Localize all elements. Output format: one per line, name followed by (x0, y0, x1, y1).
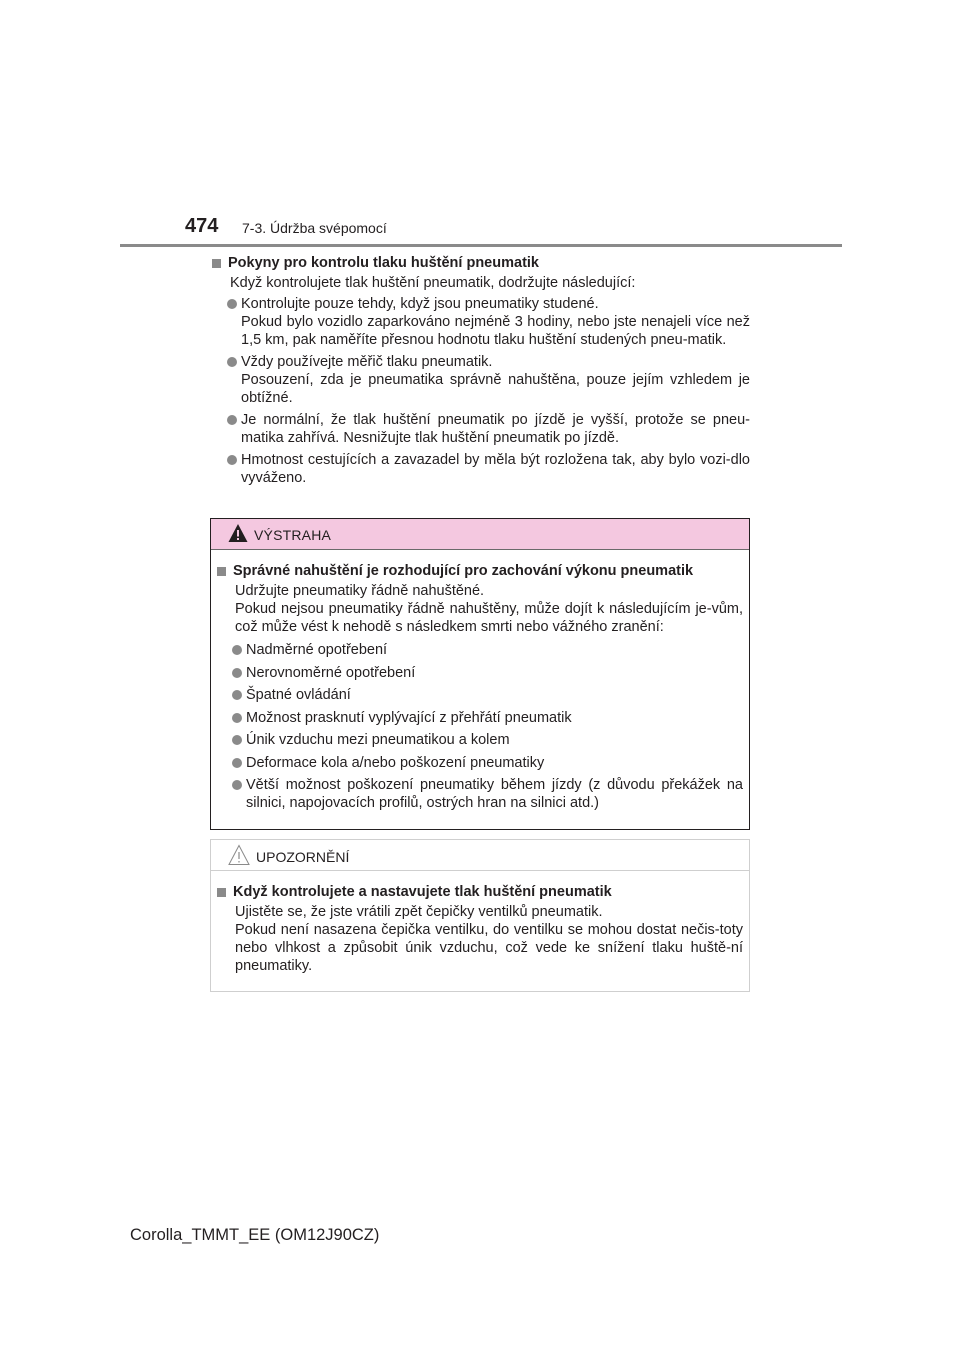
warning-header (211, 519, 749, 550)
bullet-text: Deformace kola a/nebo poškození pneumatiky (246, 754, 545, 771)
square-bullet-icon (217, 567, 226, 576)
caution-heading (217, 883, 743, 901)
warning-text-detail: Pokud nejsou pneumatiky řádně nahuštěny, může dojít k následujícím je-vům, což může vést k nehodě s následkem smrti nebo vážného zranění: (235, 601, 743, 635)
caution-triangle-icon (228, 844, 250, 866)
list-item (212, 295, 750, 349)
bullet-text-detail: Posouzení, zda je pneumatika správně nahuštěna, pouze jejím vzhledem je obtížné. (241, 372, 750, 406)
warning-text: Udržujte pneumatiky řádně nahuštěné. (235, 583, 485, 599)
list-item (212, 353, 750, 407)
list-item (217, 709, 743, 727)
bullet-text: Nerovnoměrné opotřebení (246, 664, 416, 681)
bullet-text-detail: Pokud bylo vozidlo zaparkováno nejméně 3 hodiny, nebo jste nenajeli více než 1,5 km, pak naměříte přesnou hodnotu tlaku huštění studených pneu-matik. (241, 314, 750, 348)
bullet-text: Nadměrné opotřebení (246, 642, 388, 658)
bullet-dot-icon (227, 455, 237, 465)
bullet-text: Je normální, že tlak huštění pneumatik po jízdě je vyšší, protože se pneu-matika zahřívá. Nesnižujte tlak huštění pneumatik po jízdě. (241, 412, 750, 446)
bullet-text: Vždy používejte měřič tlaku pneumatik. (241, 354, 493, 370)
bullet-dot-icon (232, 668, 242, 678)
page-number: 474 (185, 215, 219, 237)
warning-heading (217, 562, 743, 580)
list-item (212, 411, 750, 447)
caution-box (210, 839, 750, 992)
warning-triangle-icon (228, 523, 248, 543)
bullet-dot-icon (232, 780, 242, 790)
warning-label: VÝSTRAHA (254, 527, 332, 543)
section-heading (212, 254, 750, 272)
bullet-text: Hmotnost cestujících a zavazadel by měla být rozložena tak, aby bylo vozi-dlo vyváženo. (241, 452, 750, 486)
warning-box (210, 518, 750, 830)
section-bullet-list (212, 295, 750, 487)
bullet-text: Únik vzduchu mezi pneumatikou a kolem (246, 732, 510, 748)
warning-body (211, 550, 749, 812)
bullet-text: Špatné ovládání (246, 687, 351, 703)
bullet-dot-icon (232, 645, 242, 655)
bullet-text: Možnost prasknutí vyplývající z přehřátí pneumatik (246, 709, 572, 726)
list-item (217, 641, 743, 659)
bullet-dot-icon (227, 357, 237, 367)
chapter-title: 7-3. Údržba svépomocí (242, 220, 387, 236)
section-heading-text: Pokyny pro kontrolu tlaku huštění pneumatik (228, 255, 539, 271)
list-item (217, 664, 743, 682)
bullet-dot-icon (232, 758, 242, 768)
caution-text: Ujistěte se, že jste vrátili zpět čepičky ventilků pneumatik. (235, 904, 603, 920)
section-intro: Když kontrolujete tlak huštění pneumatik, dodržujte následující: (230, 275, 636, 291)
bullet-dot-icon (232, 690, 242, 700)
bullet-dot-icon (232, 735, 242, 745)
warning-bullet-list (217, 641, 743, 812)
bullet-text: Větší možnost poškození pneumatiky během jízdy (z důvodu překážek na silnici, napojovacích profilů, ostrých hran na silnici atd.) (246, 777, 743, 811)
list-item (217, 686, 743, 704)
caution-text-detail: Pokud není nasazena čepička ventilku, do ventilku se mohou dostat nečis-toty nebo vlhkost a způsobit únik vzduchu, což vede ke snížení tlaku huště-ní pneumatiky. (235, 922, 743, 974)
square-bullet-icon (217, 888, 226, 897)
footer-document-code: Corolla_TMMT_EE (OM12J90CZ) (130, 1226, 380, 1244)
warning-heading-text: Správné nahuštění je rozhodující pro zachování výkonu pneumatik (233, 563, 694, 579)
list-item (217, 754, 743, 772)
list-item (217, 731, 743, 749)
header-divider (120, 244, 842, 247)
list-item (217, 776, 743, 812)
bullet-text: Kontrolujte pouze tehdy, když jsou pneumatiky studené. (241, 296, 599, 312)
bullet-dot-icon (227, 415, 237, 425)
square-bullet-icon (212, 259, 221, 268)
caution-heading-text: Když kontrolujete a nastavujete tlak huštění pneumatik (233, 884, 612, 900)
caution-label: UPOZORNĚNÍ (256, 849, 350, 865)
caution-header (211, 840, 749, 871)
bullet-dot-icon (232, 713, 242, 723)
list-item (212, 451, 750, 487)
caution-body (211, 871, 749, 975)
tire-pressure-section (212, 254, 750, 491)
bullet-dot-icon (227, 299, 237, 309)
